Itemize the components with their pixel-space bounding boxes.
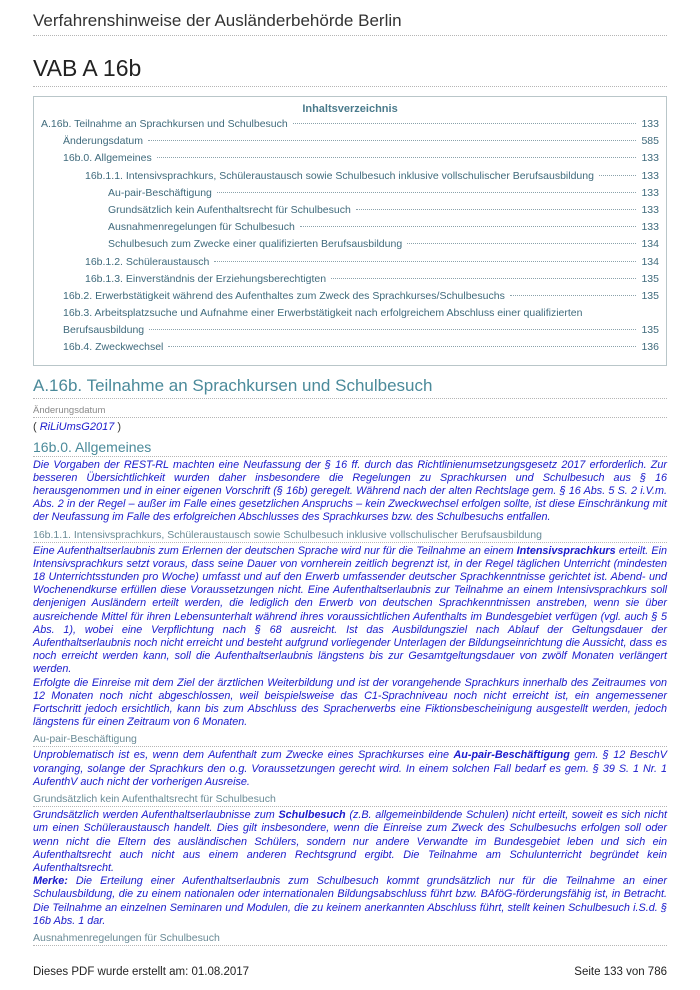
toc-leader (217, 192, 637, 193)
toc-leader (214, 261, 636, 262)
intensiv-text-2: Erfolgte die Einreise mit dem Ziel der ärztlichen Weiterbildung und ist der vorangehende Sprachkurs innerhalb des Zeitraumes von 12 Monaten noch nicht abgeschlossen, weil beispielsweise das C1-Sprachniveau noch nicht erreicht ist, ein angemessener Fortschritt jedoch ersichtlich, kann bis zum Abschluss des Spracherwerbs eine Fiktionsbescheinigung ausgestellt werden, jedoch längstens für einen Zeitraum von 6 Monaten. (33, 676, 667, 729)
aenderungsdatum-label: Änderungsdatum (33, 405, 667, 418)
intensiv-heading: 16b.1.1. Intensivsprachkurs, Schüleraustausch sowie Schulbesuch inklusive vollschulischer Berufsausbildung (33, 529, 667, 543)
toc-leader (157, 157, 637, 158)
toc-entry-page: 135 (641, 324, 659, 337)
toc-leader (148, 140, 636, 141)
ref-open: ( (33, 420, 40, 433)
kein-aufenthaltsrecht-heading: Grundsätzlich kein Aufenthaltsrecht für Schulbesuch (33, 793, 667, 807)
text-run: Die Erteilung einer Aufenthaltserlaubnis zum Schulbesuch kommt grundsätzlich nur für die Teilnahme an einer Schulausbildung, die zu einem nationalen oder internationalen Bildungsabschluss führt bzw. BAföG-förderungsfähig ist, in Betracht. Die Teilnahme an einzelnen Seminaren und Modulen, die zu keinem anerkannten Abschluss führt, stellt keinen Schulbesuch i.S.d. § 16b Abs. 1 dar. (33, 875, 667, 927)
toc-entry-page: 133 (641, 221, 659, 234)
toc-entry[interactable] (41, 238, 659, 255)
text-run: Unproblematisch ist es, wenn dem Aufenthalt zum Zwecke eines Sprachkurses eine (33, 749, 454, 762)
aupair-text (33, 749, 667, 789)
emphasis: Intensivsprachkurs (516, 544, 616, 557)
toc-entry[interactable] (41, 170, 659, 187)
emphasis: Schulbesuch (278, 809, 346, 822)
toc-entry-label: 16b.0. Allgemeines (63, 152, 152, 165)
toc-entry-label: Schulbesuch zum Zwecke einer qualifizierten Berufsausbildung (108, 238, 403, 251)
toc-leader (149, 329, 636, 330)
toc-entry[interactable] (41, 290, 659, 307)
toc-entry[interactable] (41, 152, 659, 169)
toc-entry-label: Au-pair-Beschäftigung (108, 186, 212, 199)
text-run: Grundsätzlich werden Aufenthaltserlaubnisse zum (33, 809, 279, 822)
toc-entry-page: 133 (641, 186, 659, 199)
section-heading: A.16b. Teilnahme an Sprachkursen und Schulbesuch (33, 376, 667, 399)
toc-entry-page: 134 (641, 238, 659, 251)
toc-entry-page: 133 (641, 118, 659, 130)
text-run: Eine Aufenthaltserlaubnis zum Erlernen der deutschen Sprache wird nur für die Teilnahme an einem (33, 544, 517, 557)
toc-leader (300, 226, 637, 227)
intensiv-text (33, 545, 667, 677)
merke-text (33, 875, 667, 928)
toc-entry-label: Grundsätzlich kein Aufenthaltsrecht für Schulbesuch (108, 203, 351, 216)
toc-entry-continued[interactable] (41, 324, 659, 341)
toc-leader (356, 209, 637, 210)
toc-leader (331, 278, 636, 279)
document-header: Verfahrenshinweise der Ausländerbehörde Berlin (33, 0, 667, 36)
toc-entry-page: 585 (641, 135, 659, 148)
toc-leader (168, 346, 636, 347)
toc-title: Inhaltsverzeichnis (302, 103, 398, 115)
page (33, 0, 667, 946)
toc-leader (599, 175, 637, 176)
toc-leader (293, 123, 637, 124)
toc-entry-label: 16b.1.2. Schüleraustausch (85, 255, 210, 268)
kein-aufenthaltsrecht-text (33, 809, 667, 875)
toc-entry-page: 136 (641, 341, 659, 354)
ref-close: ) (114, 420, 122, 433)
change-reference (33, 421, 667, 433)
toc-entry-page: 133 (641, 203, 659, 216)
page-title: VAB A 16b (33, 55, 667, 87)
toc-entry-page: 135 (641, 289, 659, 302)
toc-entry[interactable] (41, 256, 659, 273)
toc-entry-label: 16b.1.3. Einverständnis der Erziehungsberechtigten (85, 272, 327, 285)
emphasis: Au-pair-Beschäftigung (453, 749, 570, 762)
allgemeines-text: Die Vorgaben der REST-RL machten eine Neufassung der § 16 ff. durch das Richtlinienumsetzungsgesetz 2017 erforderlich. Zur besseren Übersichtlichkeit wurden daher insbesondere die Regelungen zu Sprachkursen und Schulbesuch aus § 16 herausgenommen und in einer eigenen Vorschrift (§ 16b) geregelt. Während nach der alten Rechtslage gem. § 16 Abs. 5 S. 2 i.V.m. Abs. 2 in der Regel – außer im Falle eines gesetzlichen Anspruchs – kein Zweckwechsel erfolgen sollte, ist diese Einschränkung mit der Neufassung im Falle des erfolgreichen Abschlusses des Sprachkurses bzw. des Schulbesuchs entfallen. (33, 458, 667, 524)
toc-entry-page: 135 (641, 272, 659, 285)
toc-entry-page: 134 (641, 255, 659, 268)
toc-entry-label: 16b.4. Zweckwechsel (63, 341, 164, 354)
text-run: erteilt. Ein Intensivsprachkurs setzt voraus, dass seine Dauer von vornherein zeitlich begrenzt ist, in der Regel täglichen Unterricht (mindesten 18 Unterrichtsstunden pro Woche) umfasst und auf den Erwerb umfassender deutscher Sprachkenntnisse gerichtet ist. Abend- und Wochenendkurse erfüllen diese Voraussetzungen nicht. Eine Aufenthaltserlaubnis zur Teilnahme an einem Intensivsprachkurs soll denjenigen Ausländern erteilt werden, die lediglich den Erwerb von deutschen Sprachkenntnissen anstreben, wenn sie über ausreichende Mittel für ihren Lebensunterhalt während ihres voraussichtlichen Aufenthalts im Bundesgebiet verfügen (vgl. auch § 5 Abs. 1), wobei eine Verpflichtung nach § 68 ausreicht. Ist das Ausbildungsziel nach Ablauf der Geltungsdauer der Aufenthaltserlaubnis noch nicht erreicht und besteht aufgrund vorliegender Unterlagen der Bildungseinrichtung die Aussicht, dass es noch erreicht werden kann, soll die Aufenthaltserlaubnis längstens bis zur Gesamtgeltungsdauer von zwölf Monaten verlängert werden. (33, 544, 667, 676)
toc-entry-label: Berufsausbildung (63, 324, 145, 337)
toc-entry-label: A.16b. Teilnahme an Sprachkursen und Schulbesuch (41, 118, 288, 130)
toc-entry[interactable] (41, 307, 659, 324)
toc-entry-page: 133 (641, 169, 659, 182)
toc-entry[interactable] (41, 204, 659, 221)
allgemeines-heading: 16b.0. Allgemeines (33, 439, 667, 457)
footer-created: Dieses PDF wurde erstellt am: 01.08.2017 (33, 966, 250, 978)
toc-entry[interactable] (41, 221, 659, 238)
table-of-contents (33, 96, 667, 366)
text-run: gem. § 12 BeschV voranging, solange der Sprachkurs den o.g. Voraussetzungen gerecht wird. In einem solchen Fall bedarf es gem. § 39 S. 1 Nr. 1 AufenthV auch nicht der vorherigen Ausreise. (33, 749, 668, 788)
toc-entry-label: 16b.3. Arbeitsplatzsuche und Aufnahme einer Erwerbstätigkeit nach erfolgreichem Abschluss einer qualifizierten (63, 307, 583, 320)
toc-entry-label: 16b.1.1. Intensivsprachkurs, Schüleraustausch sowie Schulbesuch inklusive vollschulischer Berufsausbildung (85, 169, 594, 182)
toc-entry-label: Ausnahmenregelungen für Schulbesuch (108, 221, 295, 234)
toc-entry[interactable] (41, 273, 659, 290)
toc-leader (510, 295, 637, 296)
toc-entry-page: 133 (641, 152, 659, 165)
rilium-link[interactable]: RiLiUmsG2017 (39, 420, 115, 433)
aupair-heading: Au-pair-Beschäftigung (33, 733, 667, 747)
merke-label: Merke: (33, 875, 68, 888)
toc-leader (407, 243, 636, 244)
toc-entry[interactable] (41, 341, 659, 358)
footer-page-number: Seite 133 von 786 (574, 966, 667, 978)
ausnahme-heading: Ausnahmenregelungen für Schulbesuch (33, 932, 667, 946)
page-footer (33, 966, 667, 978)
text-run: (z.B. allgemeinbildende Schulen) nicht erteilt, soweit es sich nicht um einen Schüleraustausch handelt. Dies gilt insbesondere, wenn die Einreise zum Zweck des Schulbesuchs erfolgen soll oder wenn nicht die Eltern des ausländischen Schülers, sondern nur andere Verwandte im Bundesgebiet leben und sich ein Aufenthaltsrecht auch nicht aus einem anderen Rechtsgrund ergibt. Die Teilnahme am Schulunterricht begründet kein Aufenthaltsrecht. (33, 809, 667, 874)
toc-entry[interactable] (41, 135, 659, 152)
toc-entry[interactable] (41, 187, 659, 204)
toc-entry-label: Änderungsdatum (63, 135, 143, 148)
toc-entry-label: 16b.2. Erwerbstätigkeit während des Aufenthaltes zum Zweck des Sprachkurses/Schulbesuchs (63, 289, 505, 302)
toc-entry[interactable] (41, 118, 659, 135)
